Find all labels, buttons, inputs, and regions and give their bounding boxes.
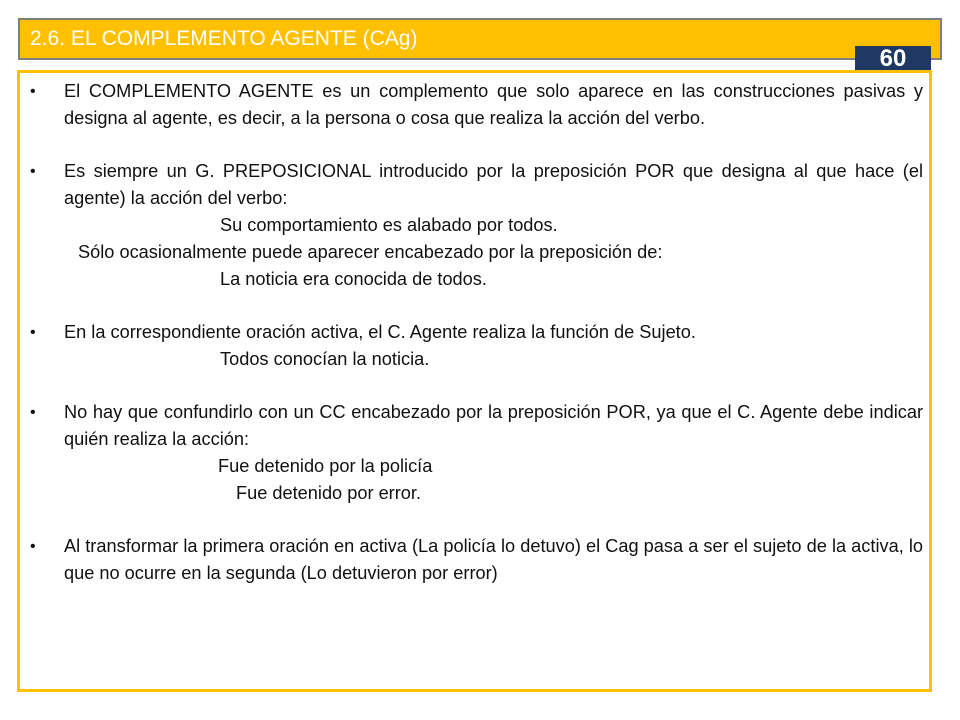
bullet-preposition: [28, 158, 923, 293]
bullet-dot-icon: •: [30, 404, 36, 421]
example-sentence: Fue detenido por error.: [236, 483, 422, 503]
bullet-transformation: [28, 533, 923, 587]
bullet-confusion: [28, 399, 923, 507]
bullet-active-voice: [28, 319, 923, 373]
example-sentence: Su comportamiento es alabado por todos.: [220, 215, 558, 235]
page-number-badge: 60: [855, 46, 931, 72]
example-sentence: Fue detenido por la policía: [218, 456, 433, 476]
bullet-note: Sólo ocasionalmente puede aparecer encabezado por la preposición de:: [78, 242, 663, 262]
bullet-dot-icon: •: [30, 538, 36, 555]
bullet-dot-icon: •: [30, 83, 36, 100]
bullet-text: Es siempre un G. PREPOSICIONAL introducido por la preposición POR que designa al que hace (el agente) la acción del verbo:: [64, 161, 923, 208]
section-header-bar: [18, 18, 942, 60]
bullet-list: [28, 78, 923, 613]
bullet-text: Al transformar la primera oración en activa (La policía lo detuvo) el Cag pasa a ser el sujeto de la activa, lo que no ocurre en la segunda (Lo detuvieron por error): [64, 536, 923, 583]
example-sentence: La noticia era conocida de todos.: [220, 269, 487, 289]
section-title: 2.6. EL COMPLEMENTO AGENTE (CAg): [30, 27, 418, 50]
bullet-dot-icon: •: [30, 324, 36, 341]
example-sentence: Todos conocían la noticia.: [220, 349, 430, 369]
bullet-text: El COMPLEMENTO AGENTE es un complemento que solo aparece en las construcciones pasivas y designa al agente, es decir, a la persona o cosa que realiza la acción del verbo.: [64, 81, 923, 128]
bullet-dot-icon: •: [30, 163, 36, 180]
bullet-text: No hay que confundirlo con un CC encabezado por la preposición POR, ya que el C. Agente debe indicar quién realiza la acción:: [64, 402, 923, 449]
bullet-definition: [28, 78, 923, 132]
bullet-text: En la correspondiente oración activa, el C. Agente realiza la función de Sujeto.: [64, 322, 696, 342]
